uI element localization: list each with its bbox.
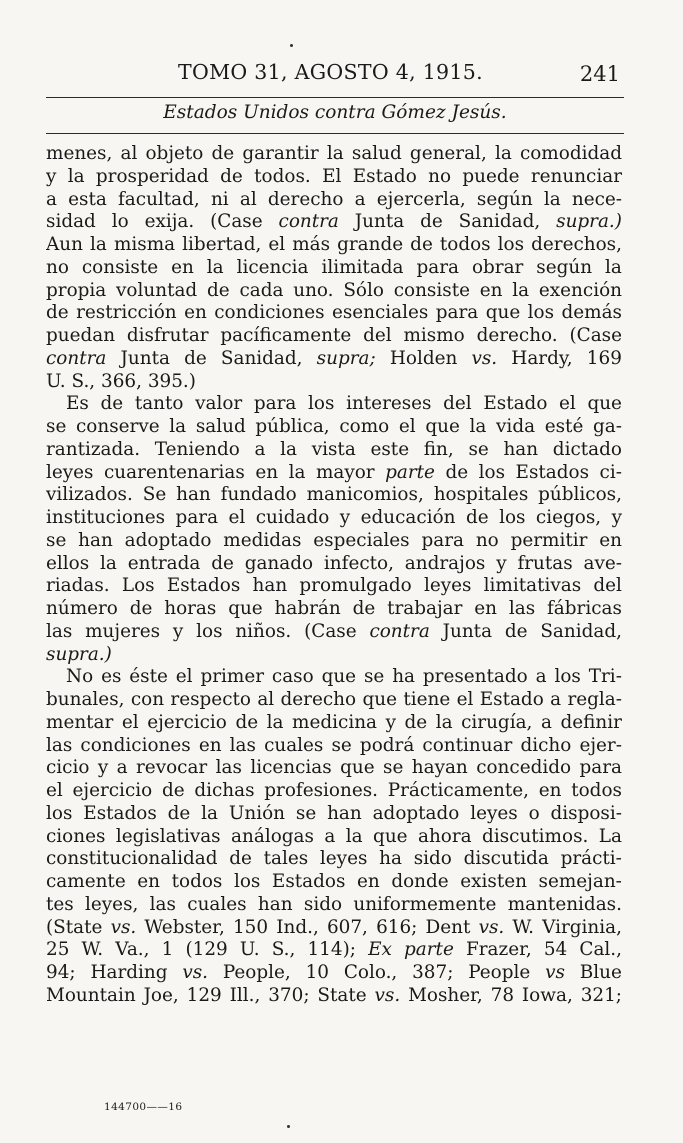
- page-number: 241: [579, 62, 620, 86]
- header-rule-top: [46, 97, 624, 98]
- text-line: riadas. Los Estados han promulgado leyes limitativas del: [46, 575, 622, 597]
- header-rule-bottom: [46, 133, 624, 134]
- text-line: se han adoptado medidas especiales para no permitir en: [46, 529, 622, 551]
- text-line: tes leyes, las cuales han sido uniformemente mantenidas.: [46, 893, 622, 915]
- text-line: y la prosperidad de todos. El Estado no puede renunciar: [46, 165, 622, 187]
- text-line: instituciones para el cuidado y educación de los ciegos, y: [46, 507, 622, 528]
- text-line: los Estados de la Unión se han adoptado leyes o disposi-: [46, 802, 622, 824]
- text-line: las mujeres y los niños. (Case contra Junta de Sanidad,: [46, 620, 622, 642]
- text-line: U. S., 366, 395.): [46, 370, 196, 392]
- text-line: el ejercicio de dichas profesiones. Prácticamente, en todos: [46, 780, 622, 801]
- text-line: sidad lo exija. (Case contra Junta de Sanidad, supra.): [46, 211, 622, 233]
- text-line: de restricción en condiciones esenciales para que los demás: [46, 302, 622, 324]
- text-line: ellos la entrada de ganado infecto, andrajos y frutas ave-: [46, 552, 622, 574]
- printer-mark: 144700——16: [104, 1101, 183, 1113]
- text-line: bunales, con respecto al derecho que tiene el Estado a regla-: [46, 689, 622, 710]
- case-title: Estados Unidos contra Gómez Jesús.: [163, 102, 507, 123]
- text-line: contra Junta de Sanidad, supra; Holden vs. Hardy, 169: [46, 347, 622, 369]
- text-line: Mountain Joe, 129 Ill., 370; State vs. Mosher, 78 Iowa, 321;: [46, 984, 622, 1006]
- text-line: no consiste en la licencia ilimitada para obrar según la: [46, 256, 622, 278]
- text-line: ciones legislativas análogas a la que ahora discutimos. La: [46, 825, 622, 847]
- text-line: constitucionalidad de tales leyes ha sido discutida prácti-: [46, 848, 622, 870]
- text-line: 25 W. Va., 1 (129 U. S., 114); Ex parte Frazer, 54 Cal.,: [46, 939, 622, 961]
- page-header: [46, 60, 624, 96]
- text-line: No es éste el primer caso que se ha presentado a los Tri-: [66, 666, 622, 688]
- text-line: cicio y a revocar las licencias que se hayan concedido para: [46, 757, 622, 779]
- text-line: mentar el ejercicio de la medicina y de la cirugía, a definir: [46, 711, 622, 733]
- text-line: camente en todos los Estados en donde existen semejan-: [46, 871, 622, 892]
- text-line: vilizados. Se han fundado manicomios, hospitales públicos,: [46, 484, 622, 506]
- text-line: rantizada. Teniendo a la vista este fin, se han dictado: [46, 438, 622, 460]
- text-line: número de horas que habrán de trabajar en las fábricas: [46, 598, 622, 619]
- text-line: Aun la misma libertad, el más grande de todos los derechos,: [46, 234, 622, 255]
- text-line: 94; Harding vs. People, 10 Colo., 387; People vs Blue: [46, 962, 622, 983]
- body-text: [46, 143, 622, 1008]
- text-line: menes, al objeto de garantir la salud general, la comodidad: [46, 143, 622, 164]
- print-speck: [290, 44, 293, 47]
- running-head: TOMO 31, AGOSTO 4, 1915.: [178, 60, 483, 84]
- text-line: Es de tanto valor para los intereses del Estado el que: [66, 393, 622, 415]
- text-line: las condiciones en las cuales se podrá continuar dicho ejer-: [46, 734, 622, 756]
- text-line: puedan disfrutar pacíficamente del mismo derecho. (Case: [46, 325, 622, 346]
- text-line: propia voluntad de cada uno. Sólo consiste en la exención: [46, 279, 622, 301]
- text-line: se conserve la salud pública, como el que la vida esté ga-: [46, 416, 622, 437]
- text-line: a esta facultad, ni al derecho a ejercerla, según la nece-: [46, 188, 622, 210]
- text-line: (State vs. Webster, 150 Ind., 607, 616; Dent vs. W. Virginia,: [46, 916, 622, 938]
- text-line: supra.): [46, 643, 112, 665]
- text-line: leyes cuarentenarias en la mayor parte de los Estados ci-: [46, 461, 622, 483]
- print-speck: [287, 1125, 290, 1128]
